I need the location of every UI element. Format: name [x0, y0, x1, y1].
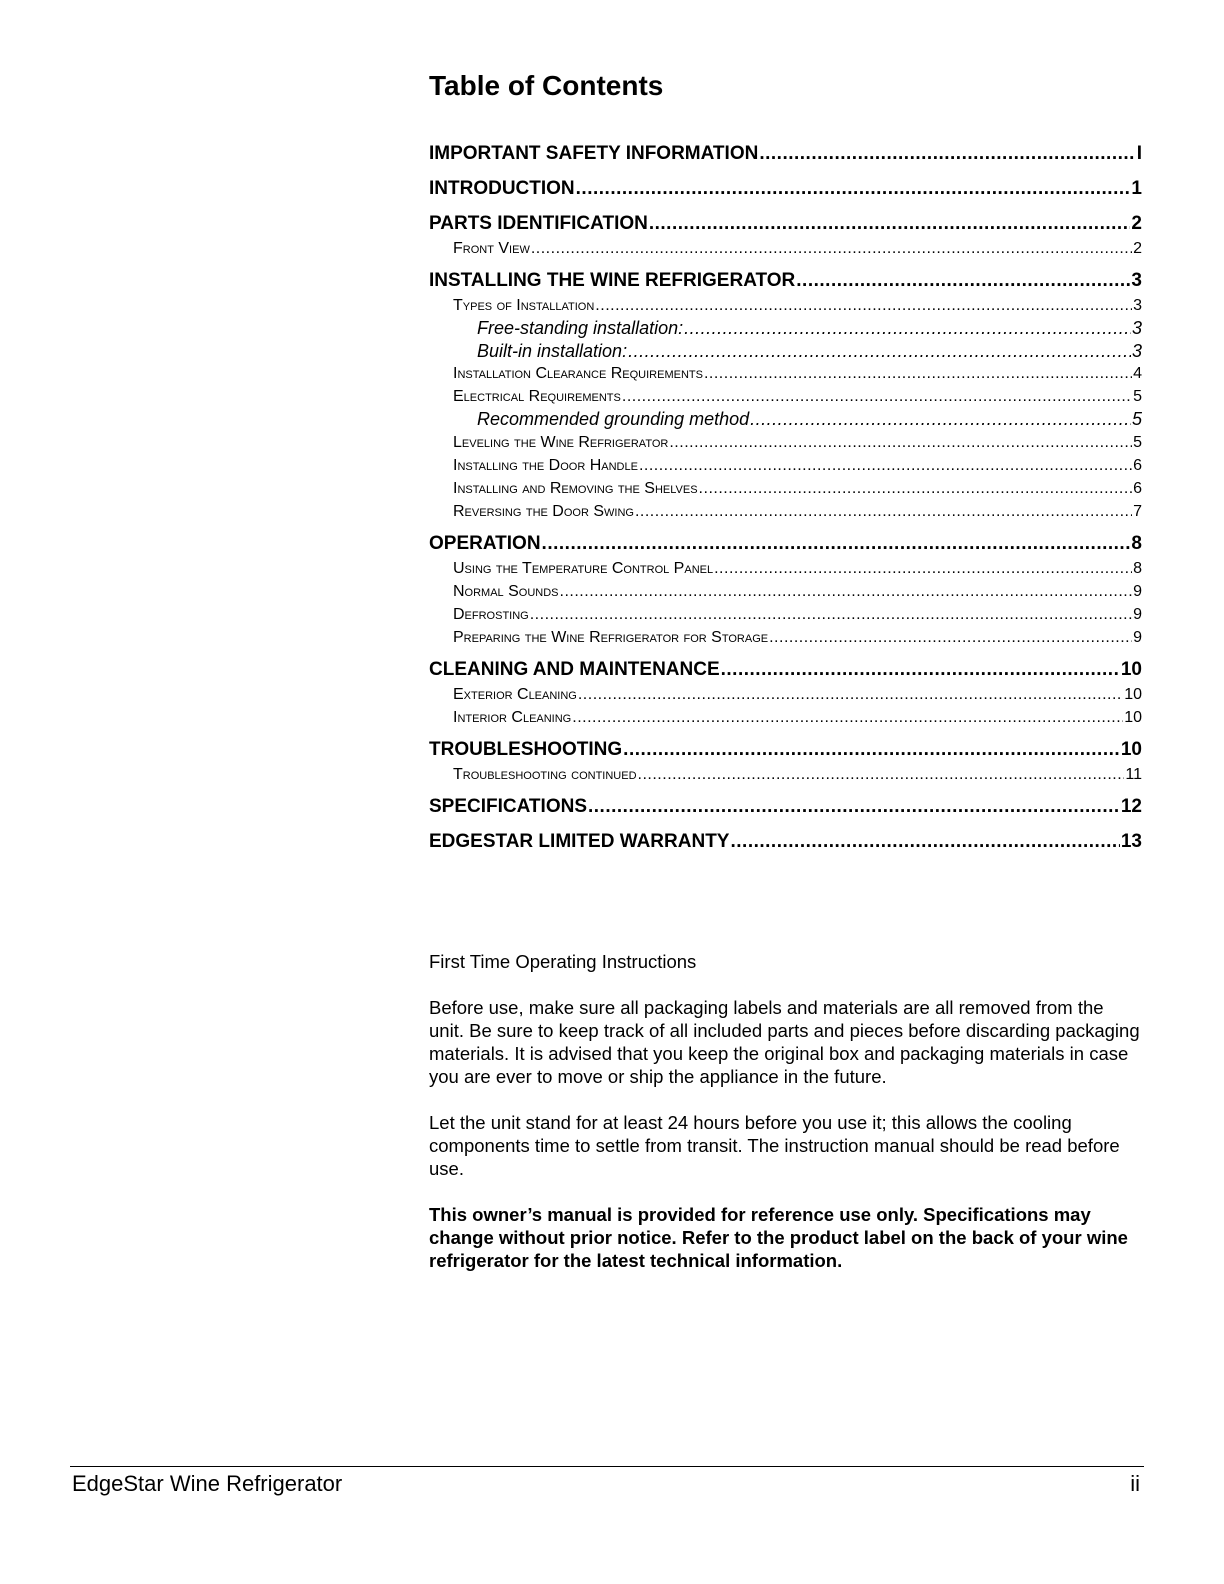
toc-entry[interactable]: [429, 683, 1142, 706]
toc-entry-page: 4: [1133, 365, 1142, 382]
toc-entry-label: Types of Installation: [453, 297, 595, 314]
toc-entry-page: 3: [1131, 270, 1142, 291]
toc-leader-dots: [638, 763, 1125, 786]
toc-leader-dots: [595, 294, 1132, 317]
toc-entry[interactable]: [429, 175, 1142, 210]
toc-entry[interactable]: [429, 500, 1142, 530]
toc-entry-page: 3: [1133, 297, 1142, 314]
toc-leader-dots: [623, 736, 1120, 764]
paragraph: Let the unit stand for at least 24 hours before you use it; this allows the cooling components time to settle from transit. The instruction manual should be read before use.: [429, 1112, 1120, 1179]
toc-entry[interactable]: [429, 580, 1142, 603]
toc-entry-label: Leveling the Wine Refrigerator: [453, 433, 669, 451]
toc-entry-page: 10: [1124, 708, 1142, 726]
toc-entry-page: 5: [1133, 388, 1142, 405]
toc-entry-page: 6: [1133, 479, 1142, 497]
toc-leader-dots: [542, 530, 1131, 558]
toc-leader-dots: [649, 210, 1131, 238]
section-heading: First Time Operating Instructions: [429, 951, 697, 972]
toc-entry-label: PARTS IDENTIFICATION: [429, 213, 648, 234]
toc-entry-label: INSTALLING THE WINE REFRIGERATOR: [429, 270, 796, 291]
footer-page-number: ii: [1130, 1471, 1140, 1496]
toc-entry-page: 10: [1120, 658, 1142, 680]
toc-entry-label: Front View: [453, 240, 530, 257]
toc-entry[interactable]: [429, 385, 1142, 408]
toc-entry-label: CLEANING AND MAINTENANCE: [429, 658, 720, 680]
toc-entry-page: 9: [1133, 605, 1142, 623]
footer-title: EdgeStar Wine Refrigerator: [72, 1471, 343, 1496]
toc-leader-dots: [684, 317, 1131, 340]
toc-entry-label: Installing the Door Handle: [453, 456, 638, 474]
toc-entry-page: 6: [1133, 456, 1142, 474]
toc-entry-label: Recommended grounding method: [477, 409, 750, 429]
toc-leader-dots: [759, 140, 1135, 168]
toc-entry-label: Normal Sounds: [453, 582, 559, 600]
toc-entry-page: 2: [1131, 213, 1142, 234]
toc-entry-label: Exterior Cleaning: [453, 685, 577, 703]
toc-entry[interactable]: [429, 828, 1142, 863]
toc-entry-label: OPERATION: [429, 532, 541, 554]
toc-entry[interactable]: [429, 626, 1142, 656]
page-title: Table of Contents: [429, 70, 664, 101]
toc-entry[interactable]: [429, 237, 1142, 267]
toc-leader-dots: [622, 385, 1132, 408]
toc-entry-label: Installing and Removing the Shelves: [453, 479, 698, 497]
toc-entry-label: SPECIFICATIONS: [429, 795, 587, 817]
toc-entry-label: Electrical Requirements: [453, 388, 621, 405]
toc-leader-dots: [639, 454, 1132, 477]
toc-entry-page: 8: [1133, 559, 1142, 577]
paragraph: Before use, make sure all packaging labels and materials are all removed from the unit. Be sure to keep track of all included parts and pieces before discarding packaging materials. It is advised that you keep the original box and packaging materials in case you are ever to move or ship the appliance in the future.: [429, 997, 1140, 1087]
toc-leader-dots: [635, 500, 1132, 523]
toc-entry-label: Using the Temperature Control Panel: [453, 559, 714, 577]
toc-entry[interactable]: [429, 530, 1142, 557]
toc-entry[interactable]: [429, 763, 1142, 793]
toc-entry[interactable]: [429, 656, 1142, 683]
toc-entry[interactable]: [429, 557, 1142, 580]
toc-entry-label: Interior Cleaning: [453, 708, 572, 726]
toc-entry-label: EDGESTAR LIMITED WARRANTY: [429, 830, 730, 852]
toc-leader-dots: [721, 656, 1120, 684]
toc-entry-page: 9: [1133, 628, 1142, 646]
toc-leader-dots: [769, 626, 1132, 649]
toc-entry-label: TROUBLESHOOTING: [429, 738, 623, 760]
toc-leader-dots: [560, 580, 1133, 603]
toc-entry-label: Free-standing installation:: [477, 318, 684, 338]
toc-leader-dots: [578, 683, 1123, 706]
toc-entry[interactable]: [429, 603, 1142, 626]
toc-entry[interactable]: [429, 793, 1142, 828]
toc-entry[interactable]: [429, 408, 1142, 431]
toc-entry-page: 12: [1120, 795, 1142, 817]
toc-entry[interactable]: [429, 267, 1142, 294]
toc-entry-page: 10: [1124, 685, 1142, 703]
toc-entry-page: I: [1136, 143, 1142, 164]
toc-entry[interactable]: [429, 477, 1142, 500]
toc-entry-label: Defrosting: [453, 605, 529, 623]
toc-entry-page: 5: [1133, 433, 1142, 451]
toc-entry-label: Built-in installation:: [477, 340, 628, 361]
toc-entry[interactable]: [429, 340, 1142, 363]
toc-entry-page: 9: [1133, 582, 1142, 600]
toc-leader-dots: [576, 175, 1131, 203]
table-of-contents: [429, 140, 1142, 863]
toc-entry-label: IMPORTANT SAFETY INFORMATION: [429, 143, 759, 164]
toc-leader-dots: [628, 340, 1131, 363]
toc-leader-dots: [572, 706, 1123, 729]
toc-entry-page: 1: [1131, 178, 1142, 199]
notice-paragraph: This owner’s manual is provided for reference use only. Specifications may change without prior notice. Refer to the product label on the back of your wine refrigerator for the latest technical information.: [429, 1204, 1128, 1271]
toc-entry[interactable]: [429, 140, 1142, 175]
toc-leader-dots: [704, 362, 1132, 385]
toc-entry-page: 11: [1125, 765, 1142, 783]
toc-entry-label: Installation Clearance Requirements: [453, 365, 703, 382]
toc-entry[interactable]: [429, 210, 1142, 237]
toc-entry-page: 3: [1131, 340, 1142, 361]
toc-entry-page: 7: [1133, 502, 1142, 520]
toc-entry[interactable]: [429, 431, 1142, 454]
toc-entry-page: 2: [1133, 240, 1142, 257]
toc-entry[interactable]: [429, 294, 1142, 317]
toc-leader-dots: [730, 828, 1119, 856]
body-text: [429, 950, 1142, 1295]
toc-entry-page: 3: [1131, 318, 1142, 338]
toc-entry[interactable]: [429, 317, 1142, 340]
toc-entry[interactable]: [429, 362, 1142, 385]
toc-entry-label: INTRODUCTION: [429, 178, 575, 199]
toc-leader-dots: [750, 408, 1131, 431]
toc-entry-page: 10: [1120, 738, 1142, 760]
toc-leader-dots: [796, 267, 1130, 295]
footer-divider: [70, 1466, 1144, 1467]
toc-entry-page: 8: [1131, 532, 1142, 554]
toc-entry-page: 13: [1120, 830, 1142, 852]
toc-leader-dots: [669, 431, 1132, 454]
toc-leader-dots: [699, 477, 1133, 500]
toc-entry-page: 5: [1131, 409, 1142, 429]
toc-entry[interactable]: [429, 736, 1142, 763]
toc-entry-label: Preparing the Wine Refrigerator for Storage: [453, 628, 769, 646]
toc-leader-dots: [588, 793, 1120, 821]
toc-entry[interactable]: [429, 706, 1142, 736]
toc-entry[interactable]: [429, 454, 1142, 477]
toc-leader-dots: [531, 237, 1132, 260]
toc-entry-label: Reversing the Door Swing: [453, 502, 634, 520]
toc-entry-label: Troubleshooting continued: [453, 765, 637, 783]
toc-leader-dots: [530, 603, 1132, 626]
toc-leader-dots: [714, 557, 1132, 580]
